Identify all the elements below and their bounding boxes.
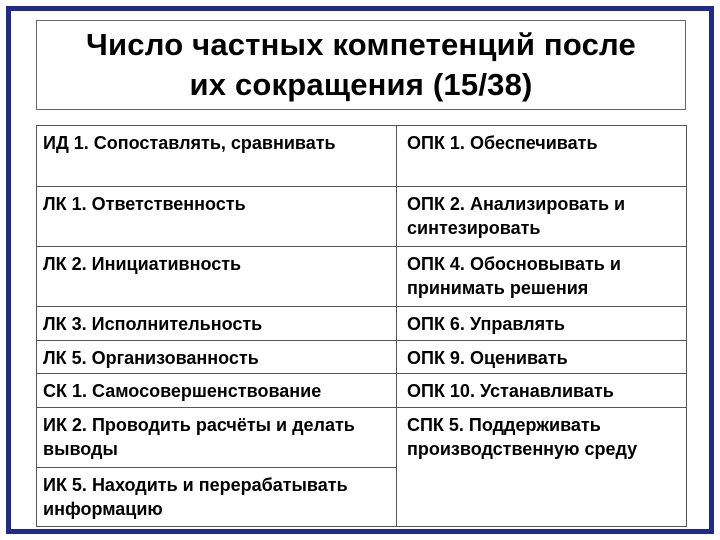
table-cell: ОПК 6. Управлять [397,307,687,341]
table-cell: ИД 1. Сопоставлять, сравнивать [37,126,397,187]
table-cell: ЛК 3. Исполнительность [37,307,397,341]
table-row [37,408,687,468]
table-cell: ИК 5. Находить и перерабатывать информацию [37,468,397,527]
title-line-1: Число частных компетенций после [86,27,636,62]
table-cell: ИК 2. Проводить расчёты и делать выводы [37,408,397,468]
table-cell: ЛК 1. Ответственность [37,187,397,247]
competencies-table [36,125,687,527]
table-row [37,126,687,187]
table-cell: ОПК 2. Анализировать и синтезировать [397,187,687,247]
table-cell: СК 1. Самосовершенствование [37,374,397,408]
table-row [37,307,687,341]
table-cell: ОПК 1. Обеспечивать [397,126,687,187]
table-cell: СПК 5. Поддерживать производственную среду [397,408,687,527]
table-cell: ОПК 9. Оценивать [397,341,687,374]
title-box [36,20,686,110]
title-line-2: их сокращения (15/38) [189,67,533,102]
table-cell: ЛК 5. Организованность [37,341,397,374]
table-row [37,247,687,307]
table-row [37,374,687,408]
table-row [37,187,687,247]
table-row [37,341,687,374]
table-cell: ОПК 4. Обосновывать и принимать решения [397,247,687,307]
table-cell: ЛК 2. Инициативность [37,247,397,307]
table-cell: ОПК 10. Устанавливать [397,374,687,408]
